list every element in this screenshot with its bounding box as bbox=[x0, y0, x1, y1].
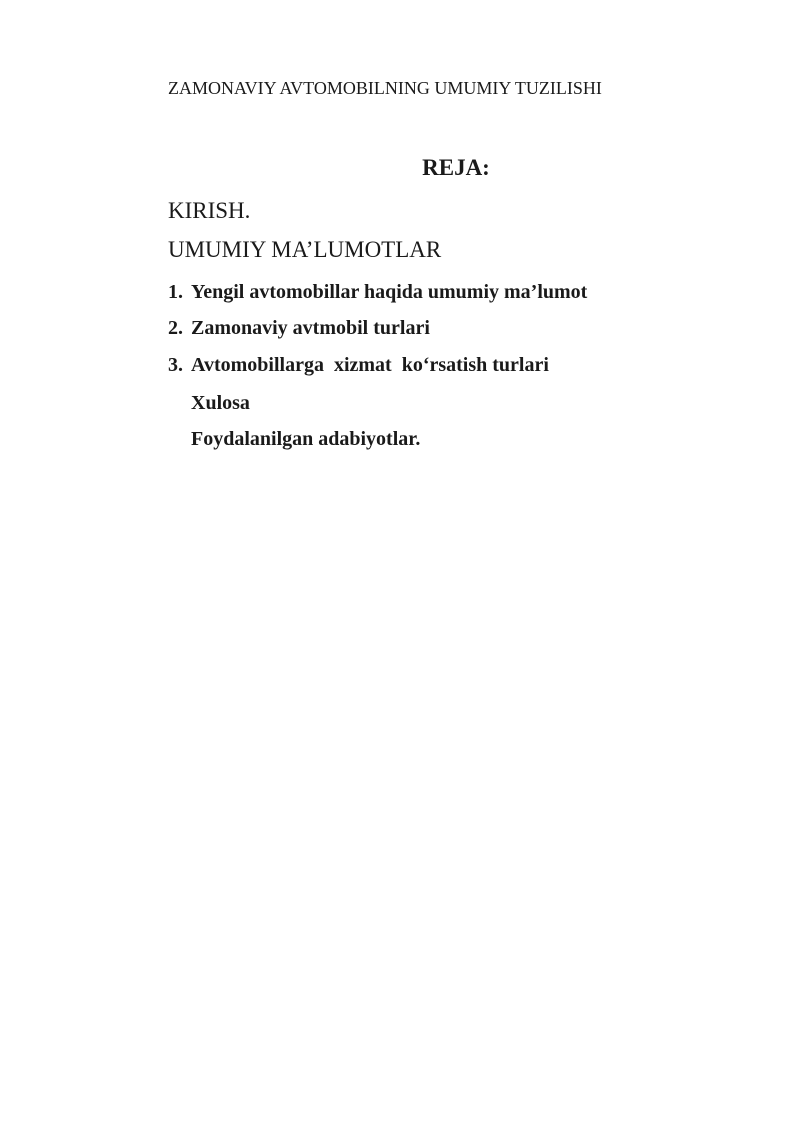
plan-item-text: Avtomobillarga xizmat ko‘rsatish turlari bbox=[191, 354, 549, 376]
plan-item-text: Yengil avtomobillar haqida umumiy ma’lumot bbox=[191, 281, 588, 303]
plan-item-2 bbox=[168, 315, 430, 341]
plan-item-references: Foydalanilgan adabiyotlar. bbox=[191, 428, 421, 450]
plan-item-number: 1. bbox=[168, 281, 183, 303]
plan-item-number: 3. bbox=[168, 354, 183, 376]
plan-item-number: 2. bbox=[168, 317, 183, 339]
plan-item-1 bbox=[168, 279, 587, 305]
plan-item-text: Zamonaviy avtmobil turlari bbox=[191, 317, 430, 339]
plan-heading: REJA: bbox=[422, 155, 490, 180]
section-heading-umumiy: UMUMIY MA’LUMOTLAR bbox=[168, 237, 442, 262]
document-title: ZAMONAVIY AVTOMOBILNING UMUMIY TUZILISHI bbox=[168, 78, 602, 98]
plan-item-xulosa: Xulosa bbox=[191, 392, 250, 414]
plan-item-3 bbox=[168, 352, 549, 378]
section-heading-kirish: KIRISH. bbox=[168, 198, 251, 223]
